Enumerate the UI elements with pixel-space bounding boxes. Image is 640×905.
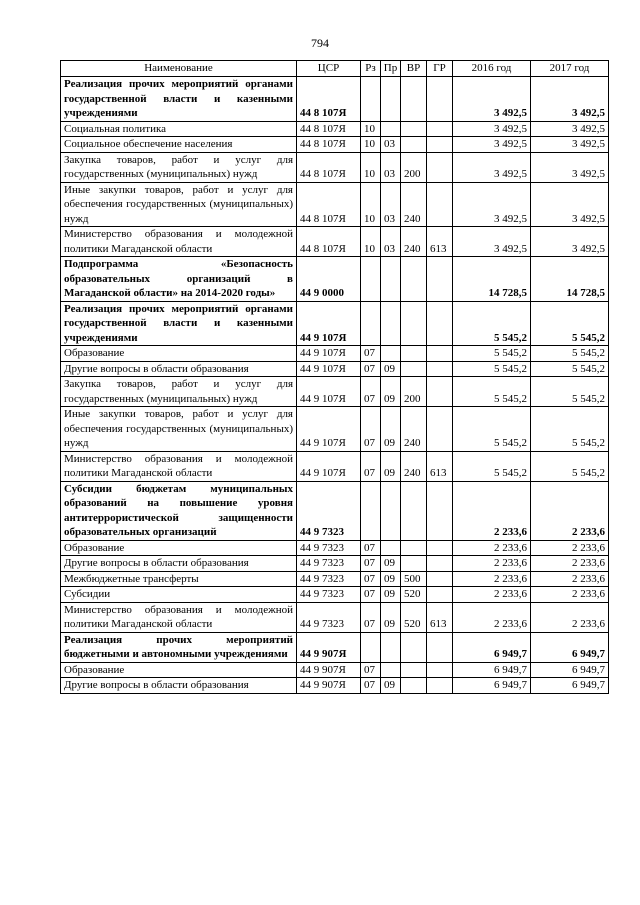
cell-csr: 44 9 907Я [297,662,361,678]
header-pr: Пр [381,61,401,77]
cell-csr: 44 9 0000 [297,257,361,302]
table-row [61,377,609,407]
cell-2017: 5 545,2 [531,451,609,481]
cell-pr: 09 [381,587,401,603]
cell-name: Субсидии [61,587,297,603]
cell-vr: 240 [401,182,427,227]
cell-csr: 44 8 107Я [297,182,361,227]
cell-name: Субсидии бюджетам муниципальных образований на повышение уровня антитеррористической защищенности образовательных организаций [61,481,297,540]
cell-gr [427,540,453,556]
header-name: Наименование [61,61,297,77]
cell-vr [401,556,427,572]
table-row [61,121,609,137]
cell-pr: 09 [381,571,401,587]
cell-pr [381,632,401,662]
table-row [61,257,609,302]
cell-2016: 3 492,5 [453,182,531,227]
cell-pr: 09 [381,678,401,694]
table-row [61,346,609,362]
table-row [61,632,609,662]
cell-vr: 200 [401,377,427,407]
cell-gr [427,481,453,540]
cell-gr [427,152,453,182]
cell-name: Закупка товаров, работ и услуг для государственных (муниципальных) нужд [61,377,297,407]
table-row [61,301,609,346]
table-row [61,77,609,122]
cell-rz: 10 [361,152,381,182]
cell-rz: 07 [361,556,381,572]
cell-gr [427,632,453,662]
cell-2017: 3 492,5 [531,182,609,227]
cell-csr: 44 8 107Я [297,227,361,257]
cell-pr: 09 [381,407,401,452]
cell-2016: 3 492,5 [453,121,531,137]
cell-pr: 09 [381,602,401,632]
cell-rz: 07 [361,407,381,452]
cell-rz: 07 [361,678,381,694]
cell-pr [381,301,401,346]
budget-table [60,60,609,694]
cell-2017: 3 492,5 [531,152,609,182]
cell-gr [427,407,453,452]
cell-csr: 44 9 7323 [297,556,361,572]
cell-rz [361,481,381,540]
cell-name: Министерство образования и молодежной политики Магаданской области [61,227,297,257]
cell-name: Межбюджетные трансферты [61,571,297,587]
cell-2017: 5 545,2 [531,301,609,346]
cell-2017: 2 233,6 [531,602,609,632]
cell-vr [401,77,427,122]
cell-gr: 613 [427,451,453,481]
cell-vr: 240 [401,227,427,257]
table-row [61,587,609,603]
cell-csr: 44 9 7323 [297,571,361,587]
cell-csr: 44 9 7323 [297,602,361,632]
cell-gr [427,361,453,377]
cell-vr: 520 [401,602,427,632]
table-row [61,152,609,182]
cell-csr: 44 8 107Я [297,152,361,182]
cell-name: Подпрограмма «Безопасность образовательных организаций в Магаданской области» на 2014-2020 годы» [61,257,297,302]
cell-2016: 2 233,6 [453,556,531,572]
cell-csr: 44 9 7323 [297,540,361,556]
cell-csr: 44 8 107Я [297,121,361,137]
table-header-row [61,61,609,77]
cell-vr: 240 [401,451,427,481]
table-row [61,182,609,227]
table-row [61,662,609,678]
table-row [61,571,609,587]
table-row [61,481,609,540]
cell-csr: 44 9 107Я [297,407,361,452]
cell-csr: 44 9 107Я [297,377,361,407]
cell-2016: 3 492,5 [453,227,531,257]
cell-2016: 6 949,7 [453,662,531,678]
cell-csr: 44 9 7323 [297,587,361,603]
cell-2017: 2 233,6 [531,571,609,587]
cell-2016: 2 233,6 [453,587,531,603]
table-row [61,361,609,377]
table-row [61,137,609,153]
cell-rz: 07 [361,587,381,603]
cell-name: Образование [61,662,297,678]
cell-2016: 2 233,6 [453,602,531,632]
cell-gr [427,121,453,137]
cell-2016: 2 233,6 [453,481,531,540]
table-row [61,678,609,694]
cell-pr [381,257,401,302]
cell-2016: 5 545,2 [453,451,531,481]
cell-rz: 10 [361,121,381,137]
cell-vr [401,121,427,137]
cell-rz [361,77,381,122]
header-csr: ЦСР [297,61,361,77]
cell-2016: 6 949,7 [453,632,531,662]
header-rz: Рз [361,61,381,77]
table-row [61,540,609,556]
cell-name: Другие вопросы в области образования [61,361,297,377]
cell-rz [361,301,381,346]
cell-vr: 520 [401,587,427,603]
cell-csr: 44 9 7323 [297,481,361,540]
cell-csr: 44 9 107Я [297,301,361,346]
cell-gr [427,571,453,587]
cell-pr [381,662,401,678]
cell-gr [427,301,453,346]
cell-csr: 44 9 907Я [297,678,361,694]
table-row [61,602,609,632]
cell-gr [427,346,453,362]
cell-rz: 10 [361,137,381,153]
cell-pr: 03 [381,137,401,153]
cell-name: Образование [61,346,297,362]
cell-2017: 3 492,5 [531,227,609,257]
cell-csr: 44 8 107Я [297,137,361,153]
cell-gr [427,678,453,694]
cell-pr [381,481,401,540]
cell-2017: 6 949,7 [531,632,609,662]
cell-pr: 03 [381,227,401,257]
cell-vr [401,257,427,302]
cell-name: Реализация прочих мероприятий бюджетными и автономными учреждениями [61,632,297,662]
cell-2016: 6 949,7 [453,678,531,694]
cell-gr [427,137,453,153]
cell-csr: 44 9 107Я [297,361,361,377]
cell-rz: 07 [361,361,381,377]
cell-vr [401,361,427,377]
cell-rz: 07 [361,571,381,587]
cell-2017: 5 545,2 [531,407,609,452]
cell-2016: 14 728,5 [453,257,531,302]
cell-2016: 3 492,5 [453,77,531,122]
cell-2017: 3 492,5 [531,77,609,122]
cell-2017: 3 492,5 [531,137,609,153]
cell-2017: 6 949,7 [531,662,609,678]
table-row [61,227,609,257]
table-row [61,556,609,572]
cell-pr: 09 [381,361,401,377]
cell-name: Социальная политика [61,121,297,137]
header-vr: ВР [401,61,427,77]
cell-name: Другие вопросы в области образования [61,678,297,694]
cell-gr [427,587,453,603]
cell-2017: 2 233,6 [531,556,609,572]
cell-name: Реализация прочих мероприятий органами государственной власти и казенными учреждениями [61,301,297,346]
cell-pr: 09 [381,556,401,572]
cell-2017: 5 545,2 [531,361,609,377]
cell-2016: 2 233,6 [453,571,531,587]
cell-vr: 240 [401,407,427,452]
cell-vr [401,137,427,153]
cell-2016: 5 545,2 [453,377,531,407]
cell-2017: 2 233,6 [531,481,609,540]
header-2016: 2016 год [453,61,531,77]
header-gr: ГР [427,61,453,77]
cell-pr [381,77,401,122]
cell-2017: 14 728,5 [531,257,609,302]
cell-vr [401,662,427,678]
cell-rz: 07 [361,602,381,632]
cell-gr [427,257,453,302]
cell-2016: 3 492,5 [453,137,531,153]
page-number: 794 [311,36,329,50]
cell-pr: 09 [381,451,401,481]
cell-rz: 07 [361,451,381,481]
cell-name: Образование [61,540,297,556]
cell-name: Иные закупки товаров, работ и услуг для обеспечения государственных (муниципальных) нужд [61,182,297,227]
cell-vr: 500 [401,571,427,587]
cell-csr: 44 9 907Я [297,632,361,662]
cell-csr: 44 8 107Я [297,77,361,122]
cell-2017: 5 545,2 [531,346,609,362]
cell-rz: 07 [361,346,381,362]
cell-vr [401,346,427,362]
cell-2017: 5 545,2 [531,377,609,407]
cell-2016: 5 545,2 [453,407,531,452]
cell-pr: 09 [381,377,401,407]
cell-name: Закупка товаров, работ и услуг для государственных (муниципальных) нужд [61,152,297,182]
cell-gr [427,556,453,572]
cell-2016: 2 233,6 [453,540,531,556]
header-2017: 2017 год [531,61,609,77]
cell-vr [401,540,427,556]
cell-rz: 10 [361,227,381,257]
cell-name: Социальное обеспечение населения [61,137,297,153]
cell-2016: 5 545,2 [453,361,531,377]
cell-vr [401,632,427,662]
cell-rz: 10 [361,182,381,227]
cell-gr: 613 [427,602,453,632]
cell-gr [427,662,453,678]
table-body [61,77,609,694]
cell-2017: 2 233,6 [531,540,609,556]
table-row [61,407,609,452]
cell-pr: 03 [381,182,401,227]
cell-name: Министерство образования и молодежной политики Магаданской области [61,602,297,632]
cell-vr [401,301,427,346]
cell-csr: 44 9 107Я [297,451,361,481]
cell-csr: 44 9 107Я [297,346,361,362]
cell-rz: 07 [361,540,381,556]
cell-gr [427,182,453,227]
cell-vr [401,678,427,694]
cell-gr [427,77,453,122]
cell-rz [361,632,381,662]
cell-pr [381,121,401,137]
cell-2016: 3 492,5 [453,152,531,182]
cell-2017: 2 233,6 [531,587,609,603]
cell-pr: 03 [381,152,401,182]
cell-gr: 613 [427,227,453,257]
cell-rz: 07 [361,662,381,678]
cell-name: Реализация прочих мероприятий органами государственной власти и казенными учреждениями [61,77,297,122]
cell-name: Иные закупки товаров, работ и услуг для обеспечения государственных (муниципальных) нужд [61,407,297,452]
cell-2016: 5 545,2 [453,301,531,346]
cell-vr: 200 [401,152,427,182]
cell-2017: 6 949,7 [531,678,609,694]
cell-name: Другие вопросы в области образования [61,556,297,572]
cell-rz [361,257,381,302]
cell-rz: 07 [361,377,381,407]
cell-vr [401,481,427,540]
cell-2017: 3 492,5 [531,121,609,137]
cell-2016: 5 545,2 [453,346,531,362]
table-row [61,451,609,481]
cell-pr [381,346,401,362]
cell-pr [381,540,401,556]
cell-name: Министерство образования и молодежной политики Магаданской области [61,451,297,481]
cell-gr [427,377,453,407]
